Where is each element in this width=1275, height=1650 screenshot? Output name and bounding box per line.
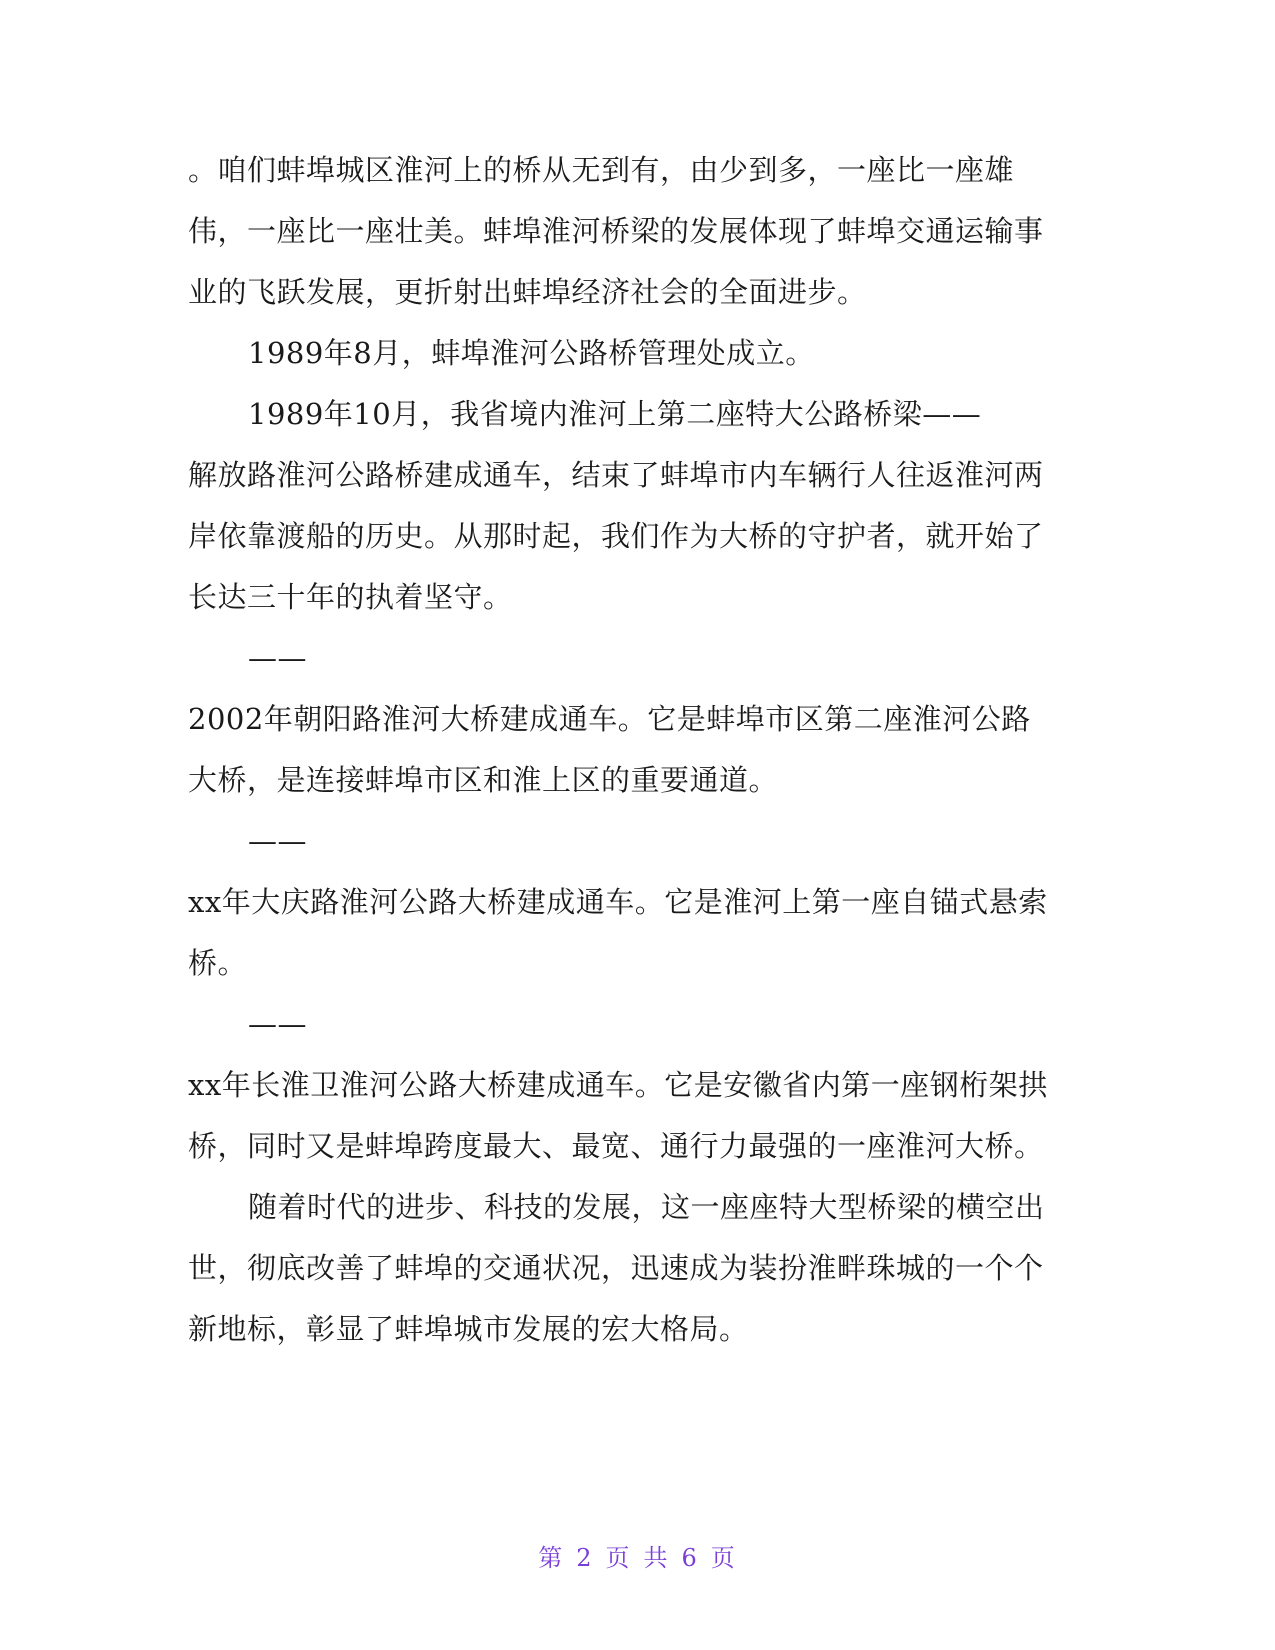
paragraph-continuation: 。咱们蚌埠城区淮河上的桥从无到有，由少到多，一座比一座雄伟，一座比一座壮美。蚌埠淮河桥梁的发展体现了蚌埠交通运输事业的飞跃发展，更折射出蚌埠经济社会的全面进步。 <box>188 153 1044 309</box>
footer-total-suffix: 页 <box>710 1544 737 1572</box>
paragraph-daqing-bridge: xx年大庆路淮河公路大桥建成通车。它是淮河上第一座自锚式悬索桥。 <box>188 885 1048 980</box>
paragraph-conclusion: 随着时代的进步、科技的发展，这一座座特大型桥梁的横空出世，彻底改善了蚌埠的交通状况，迅速成为装扮淮畔珠城的一个个新地标，彰显了蚌埠城市发展的宏大格局。 <box>188 1190 1045 1346</box>
page-footer <box>0 1538 1275 1573</box>
paragraph-chaoyang-bridge: 2002年朝阳路淮河大桥建成通车。它是蚌埠市区第二座淮河公路大桥，是连接蚌埠市区和淮上区的重要通道。 <box>188 702 1031 797</box>
dash-separator-1: —— <box>248 641 307 675</box>
dash-separator-3: —— <box>248 1007 307 1041</box>
footer-page-prefix: 第 <box>538 1544 565 1572</box>
document-body <box>188 140 1060 1360</box>
footer-page-word: 页 <box>605 1544 632 1572</box>
paragraph-1989-august: 1989年8月，蚌埠淮河公路桥管理处成立。 <box>248 336 815 370</box>
footer-current-page: 2 <box>576 1544 594 1572</box>
dash-separator-2: —— <box>248 824 307 858</box>
footer-total-prefix: 共 <box>643 1544 670 1572</box>
paragraph-changhuaiwei-bridge: xx年长淮卫淮河公路大桥建成通车。它是安徽省内第一座钢桁架拱桥，同时又是蚌埠跨度最大、最宽、通行力最强的一座淮河大桥。 <box>188 1068 1048 1163</box>
paragraph-jiefang-bridge: 解放路淮河公路桥建成通车，结束了蚌埠市内车辆行人往返淮河两岸依靠渡船的历史。从那时起，我们作为大桥的守护者，就开始了长达三十年的执着坚守。 <box>188 458 1044 614</box>
paragraph-1989-october: 1989年10月，我省境内淮河上第二座特大公路桥梁—— <box>248 397 982 431</box>
footer-total-pages: 6 <box>681 1544 699 1572</box>
